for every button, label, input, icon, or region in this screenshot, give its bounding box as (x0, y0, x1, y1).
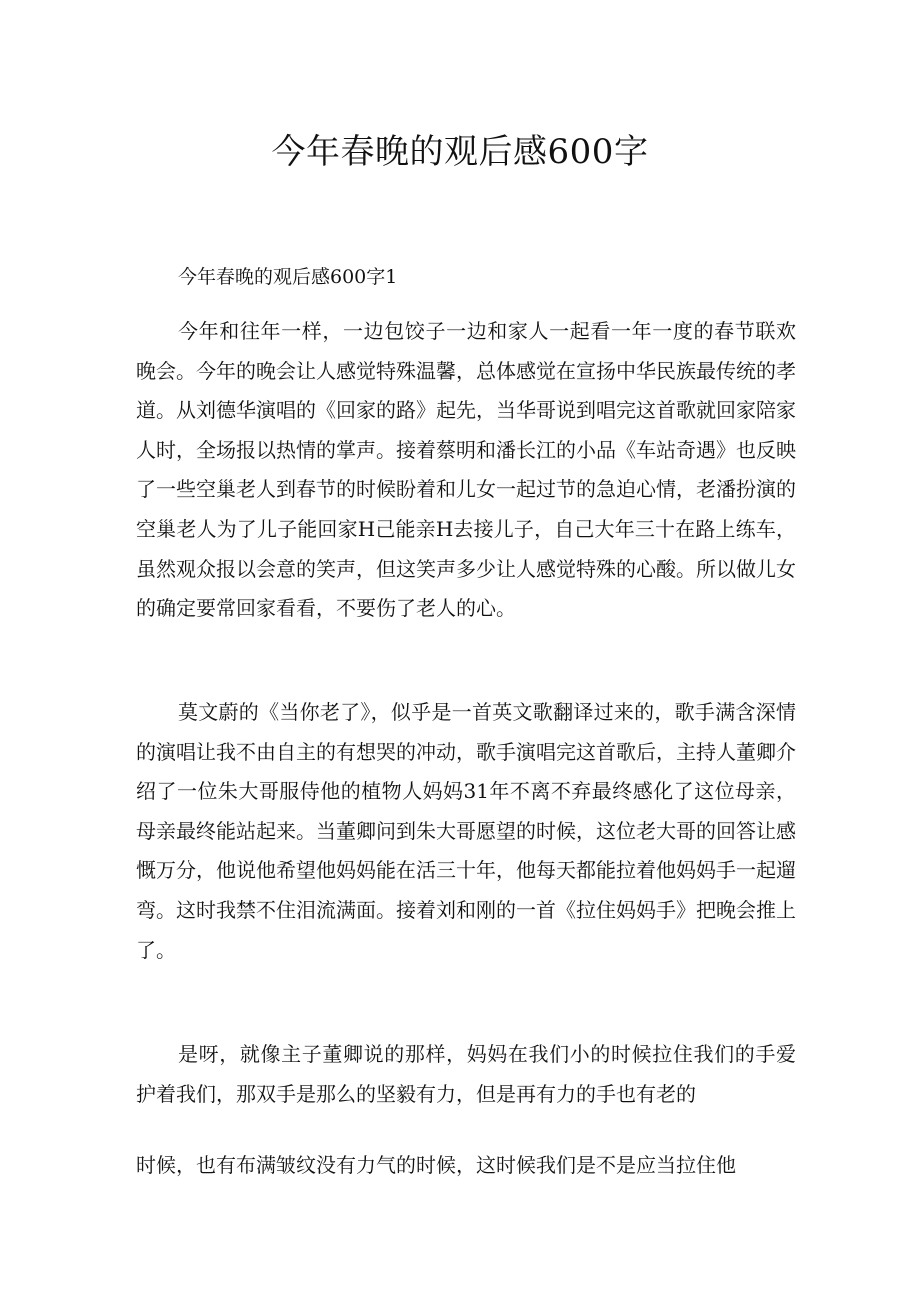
section-heading: 今年春晚的观后感600字1 (178, 266, 398, 288)
paragraph-1: 今年和往年一样，一边包饺子一边和家人一起看一年一度的春节联欢晚会。今年的晚会让人感觉特殊温馨，总体感觉在宣扬中华民族最传统的孝道。从刘德华演唱的《回家的路》起先，当华哥说到唱完这首歌就回家陪家人时，全场报以热情的掌声。接着蔡明和潘长江的小品《车站奇遇》也反映了一些空巢老人到春节的时候盼着和儿女一起过节的急迫心情，老潘扮演的空巢老人为了儿子能回家H己能亲H去接儿子，自己大年三十在路上练车，虽然观众报以会意的笑声，但这笑声多少让人感觉特殊的心酸。所以做儿女的确定要常回家看看，不要伤了老人的心。 (136, 319, 796, 621)
paragraph-2: 莫文蔚的《当你老了》，似乎是一首英文歌翻译过来的，歌手满含深情的演唱让我不由自主的有想哭的冲动，歌手演唱完这首歌后，主持人董卿介绍了一位朱大哥服侍他的植物人妈妈31年不离不弃最终感化了这位母亲，母亲最终能站起来。当董卿问到朱大哥愿望的时候，这位老大哥的回答让感慨万分，他说他希望他妈妈能在活三十年，他每天都能拉着他妈妈手一起遛弯。这时我禁不住泪流满面。接着刘和刚的一首《拉住妈妈手》把晚会推上了。 (136, 700, 796, 962)
paragraph-3: 是呀，就像主子董卿说的那样，妈妈在我们小的时候拉住我们的手爱护着我们，那双手是那么的坚毅有力，但是再有力的手也有老的 (136, 1042, 796, 1106)
document-title: 今年春晚的观后感600字 (271, 132, 649, 172)
paragraph-4: 时候，也有布满皱纹没有力气的时候，这时候我们是不是应当拉住他 (136, 1153, 736, 1177)
